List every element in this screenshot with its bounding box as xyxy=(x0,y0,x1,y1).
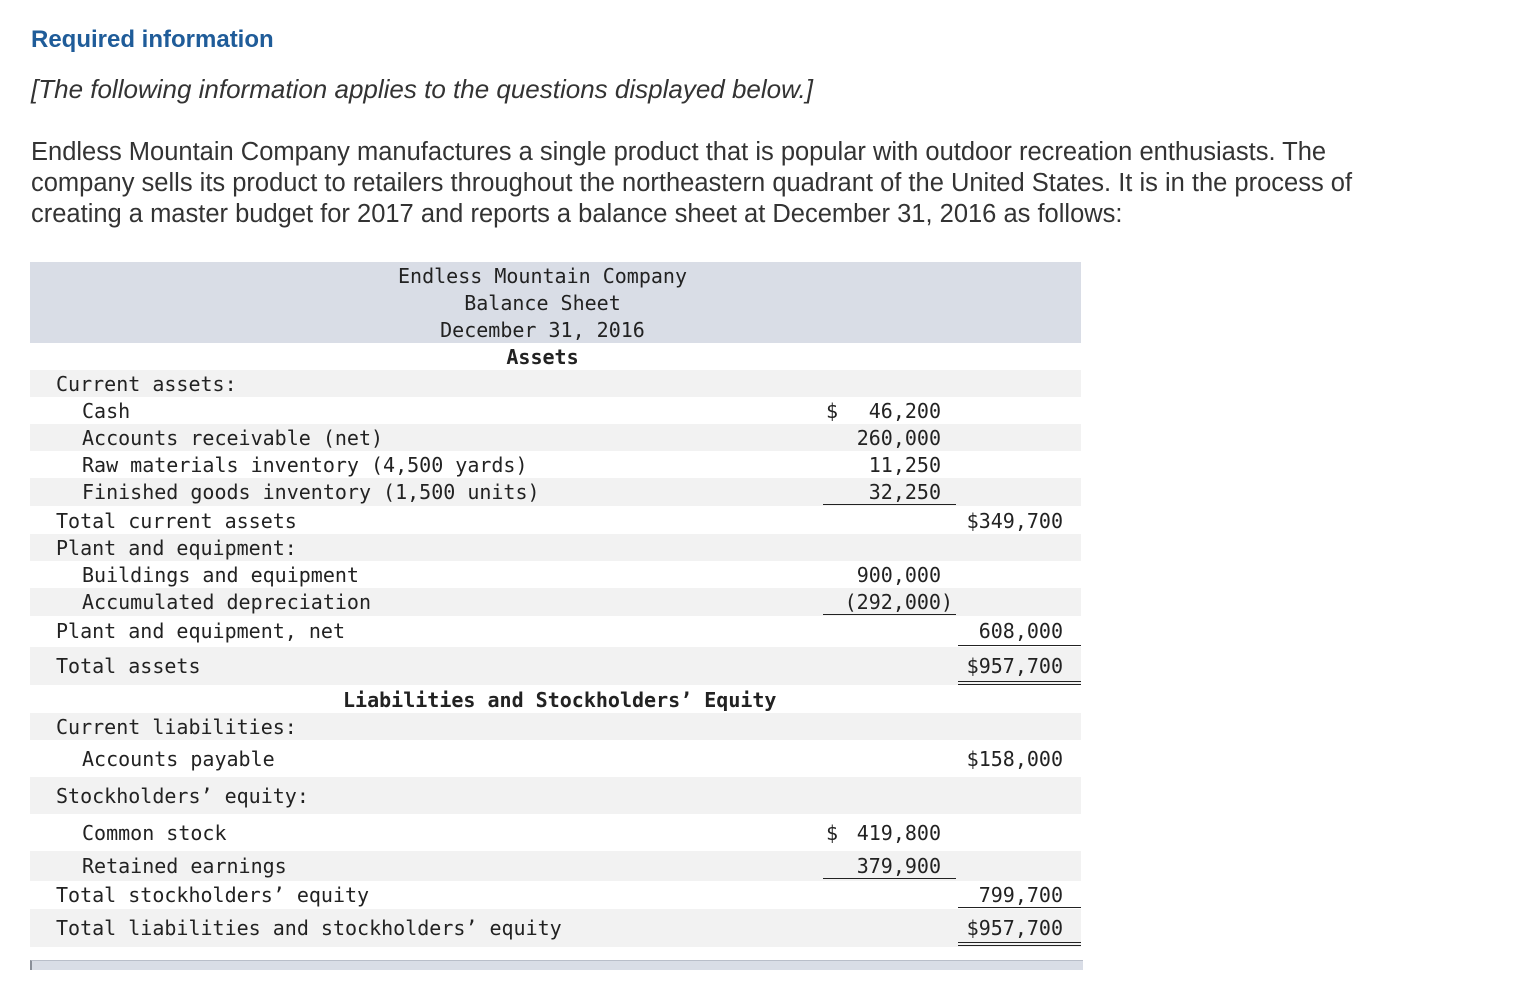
buildings-amount: 900,000 xyxy=(856,562,941,587)
statement-date: December 31, 2016 xyxy=(440,318,645,342)
raw-materials-label: Raw materials inventory (4,500 yards) xyxy=(82,452,528,477)
retained-earnings-amount: 379,900 xyxy=(856,854,941,878)
assets-heading: Assets xyxy=(506,345,579,369)
total-assets-label: Total assets xyxy=(56,654,201,678)
accounts-payable-amount: $158,000 xyxy=(966,746,1063,771)
cash-amount: 46,200 xyxy=(868,398,941,423)
common-stock-label: Common stock xyxy=(82,820,227,845)
accounts-payable-label: Accounts payable xyxy=(82,746,275,771)
retained-earnings-label: Retained earnings xyxy=(82,854,287,878)
equity-label: Stockholders’ equity: xyxy=(56,783,309,808)
total-double-rule xyxy=(958,681,1081,685)
common-stock-amount: 419,800 xyxy=(856,820,941,845)
finished-goods-amount: 32,250 xyxy=(868,480,941,504)
subtotal-rule xyxy=(823,504,956,505)
plant-net-amount: 608,000 xyxy=(978,618,1063,643)
plant-net-label: Plant and equipment, net xyxy=(56,618,345,643)
subtotal-rule xyxy=(958,907,1081,908)
subtotal-rule xyxy=(823,878,956,879)
total-double-rule xyxy=(958,942,1081,946)
current-assets-label: Current assets: xyxy=(56,371,237,396)
total-assets-amount: $957,700 xyxy=(966,654,1063,678)
table-row xyxy=(30,451,1081,478)
buildings-label: Buildings and equipment xyxy=(82,562,359,587)
table-row xyxy=(30,713,1081,740)
balance-sheet-header xyxy=(30,262,1081,343)
current-liabilities-label: Current liabilities: xyxy=(56,714,297,739)
applies-note: [The following information applies to the questions displayed below.] xyxy=(31,74,813,104)
subtotal-rule xyxy=(958,645,1081,646)
cash-label: Cash xyxy=(82,398,131,423)
table-row xyxy=(30,777,1081,814)
table-row xyxy=(30,507,1081,534)
total-equity-amount: 799,700 xyxy=(978,883,1063,907)
required-information-title: Required information xyxy=(31,26,274,53)
depreciation-label: Accumulated depreciation xyxy=(82,590,371,614)
total-equity-label: Total stockholders’ equity xyxy=(56,883,370,907)
table-row xyxy=(30,588,1081,616)
common-stock-currency: $ xyxy=(826,820,839,845)
total-current-assets-amount: $349,700 xyxy=(966,508,1063,533)
table-row xyxy=(30,478,1081,506)
table-row xyxy=(30,881,1081,909)
table-row xyxy=(30,814,1081,851)
table-row xyxy=(30,851,1081,881)
total-liabilities-equity-amount: $957,700 xyxy=(966,916,1063,940)
receivables-amount: 260,000 xyxy=(856,425,941,450)
table-row xyxy=(30,909,1081,947)
intro-line: company sells its product to retailers throughout the northeastern quadrant of the United States. It is in the process of xyxy=(31,169,1353,197)
company-name: Endless Mountain Company xyxy=(398,264,687,288)
plant-label: Plant and equipment: xyxy=(56,535,297,560)
table-row xyxy=(30,424,1081,451)
table-bottom-bar xyxy=(30,960,1083,970)
table-row xyxy=(30,561,1081,588)
table-row xyxy=(30,534,1081,561)
liabilities-heading-text: Liabilities and Stockholders’ Equity xyxy=(343,688,777,712)
intro-paragraph xyxy=(31,137,1491,230)
subtotal-rule xyxy=(823,614,956,615)
receivables-label: Accounts receivable (net) xyxy=(82,425,384,450)
cash-currency: $ xyxy=(826,398,839,423)
intro-line: creating a master budget for 2017 and reports a balance sheet at December 31, 2016 as follows: xyxy=(31,200,1123,228)
table-row xyxy=(30,616,1081,645)
finished-goods-label: Finished goods inventory (1,500 units) xyxy=(82,480,540,504)
depreciation-amount: (292,000) xyxy=(844,590,953,614)
raw-materials-amount: 11,250 xyxy=(868,452,941,477)
statement-title: Balance Sheet xyxy=(464,291,621,315)
intro-line: Endless Mountain Company manufactures a single product that is popular with outdoor recreation enthusiasts. The xyxy=(31,138,1327,166)
table-row xyxy=(30,740,1081,777)
total-liabilities-equity-label: Total liabilities and stockholders’ equity xyxy=(56,916,562,940)
total-current-assets-label: Total current assets xyxy=(56,508,297,533)
table-row xyxy=(30,647,1081,685)
table-row xyxy=(30,370,1081,397)
table-row xyxy=(30,397,1081,424)
